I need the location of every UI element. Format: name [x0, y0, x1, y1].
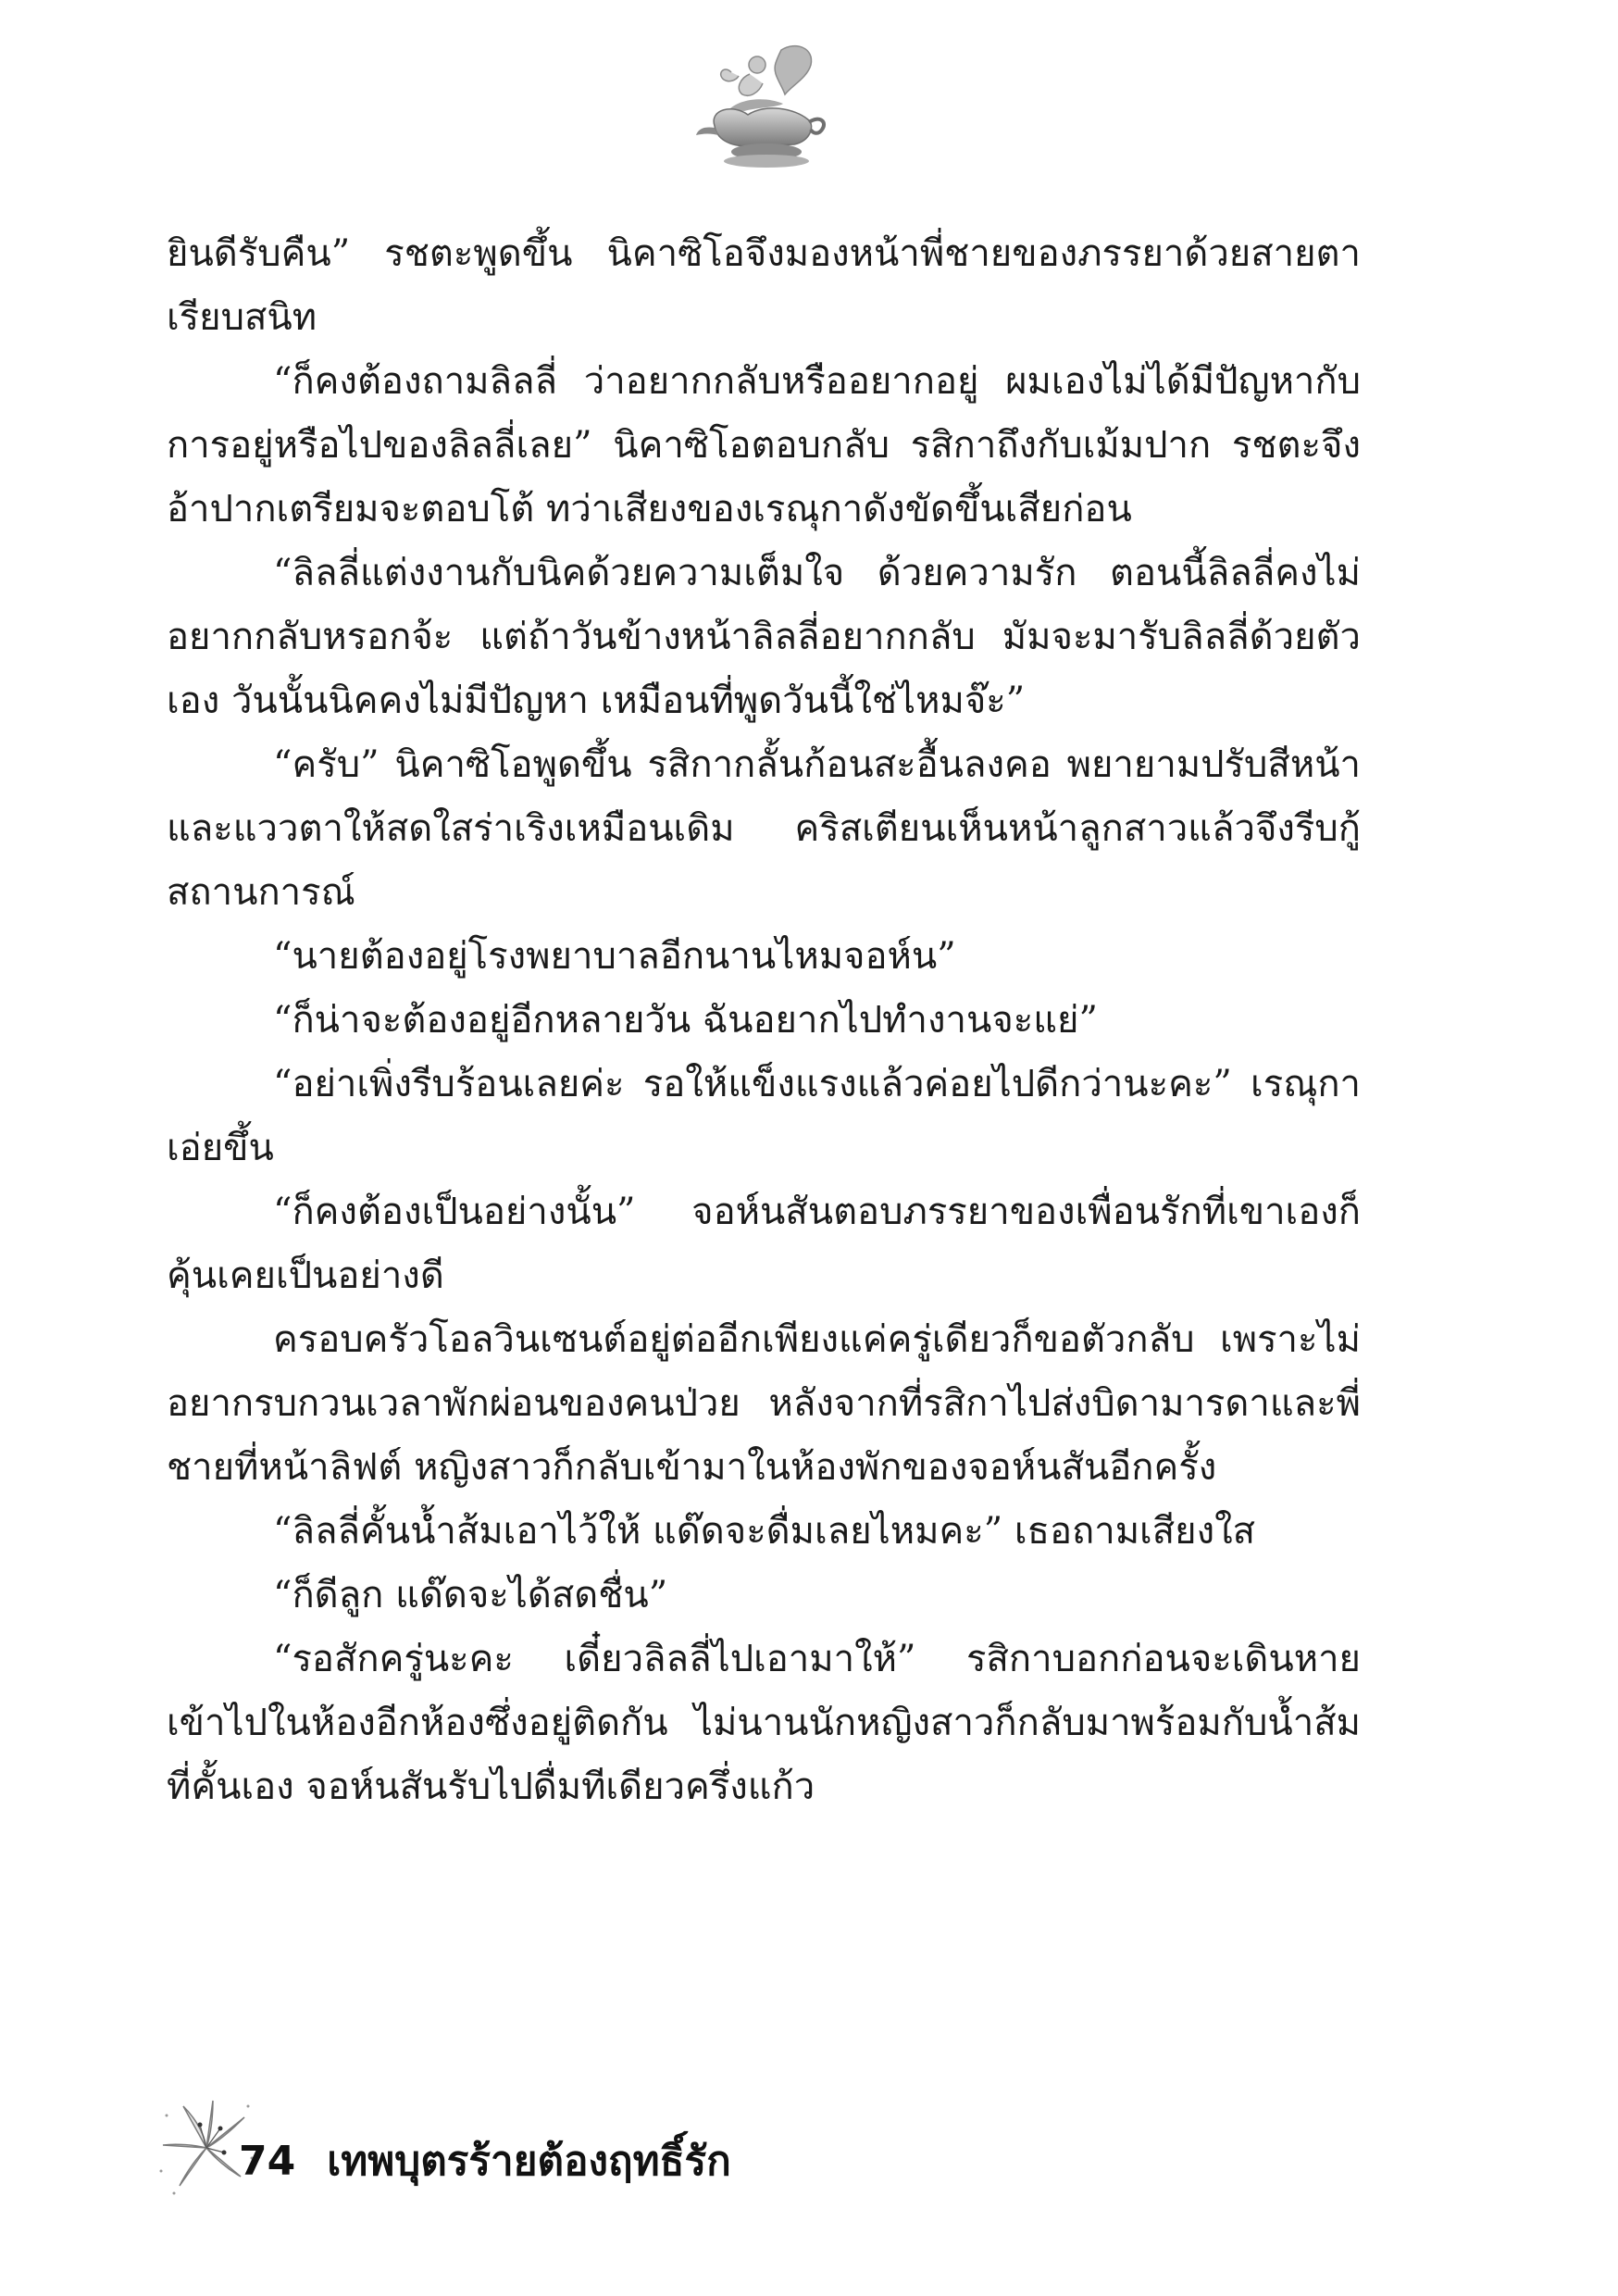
paragraph-8: “ก็คงต้องเป็นอย่างนั้น” จอห์นสันตอบภรรยาของเพื่อนรักที่เขาเองก็คุ้นเคยเป็นอย่างดี	[167, 1191, 1361, 1297]
cupid-lamp-ornament-icon	[692, 37, 831, 176]
paragraph-11: “ก็ดีลูก แด๊ดจะได้สดชื่น”	[273, 1574, 668, 1616]
page-footer	[156, 2097, 1081, 2199]
page-number: 74	[239, 2138, 296, 2185]
book-title: เทพบุตรร้ายต้องฤทธิ์รัก	[327, 2138, 731, 2185]
paragraph-2: “ก็คงต้องถามลิลลี่ ว่าอยากกลับหรืออยากอยู่ ผมเองไม่ได้มีปัญหากับการอยู่หรือไปของลิลลี่เลย” นิคาซิโอตอบกลับ รสิกาถึงกับเม้มปาก รชตะจึงอ้าปากเตรียมจะตอบโต้ ทว่าเสียงของเรณุกาดังขัดขึ้นเสียก่อน	[167, 360, 1361, 530]
paragraph-4: “ครับ” นิคาซิโอพูดขึ้น รสิกากลั้นก้อนสะอื้นลงคอ พยายามปรับสีหน้าและแววตาให้สดใสร่าเริงเหมือนเดิม คริสเตียนเห็นหน้าลูกสาวแล้วจึงรีบกู้สถานการณ์	[167, 743, 1361, 914]
paragraph-12: “รอสักครู่นะคะ เดี๋ยวลิลลี่ไปเอามาให้” รสิกาบอกก่อนจะเดินหายเข้าไปในห้องอีกห้องซึ่งอยู่ติดกัน ไม่นานนักหญิงสาวก็กลับมาพร้อมกับน้ำส้มที่คั้นเอง จอห์นสันรับไปดื่มทีเดียวครึ่งแก้ว	[167, 1638, 1361, 1808]
paragraph-7: “อย่าเพิ่งรีบร้อนเลยค่ะ รอให้แข็งแรงแล้วค่อยไปดีกว่านะคะ” เรณุกาเอ่ยขึ้น	[167, 1063, 1361, 1169]
footer-text	[239, 2128, 731, 2193]
body-text	[167, 222, 1361, 1819]
paragraph-1: ยินดีรับคืน” รชตะพูดขึ้น นิคาซิโอจึงมองหน้าพี่ชายของภรรยาด้วยสายตาเรียบสนิท	[167, 232, 1361, 339]
paragraph-5: “นายต้องอยู่โรงพยาบาลอีกนานไหมจอห์น”	[273, 935, 956, 978]
paragraph-6: “ก็น่าจะต้องอยู่อีกหลายวัน ฉันอยากไปทำงานจะแย่”	[273, 999, 1098, 1042]
paragraph-9: ครอบครัวโอลวินเซนต์อยู่ต่ออีกเพียงแค่ครู่เดียวก็ขอตัวกลับ เพราะไม่อยากรบกวนเวลาพักผ่อนของคนป่วย หลังจากที่รสิกาไปส่งบิดามารดาและพี่ชายที่หน้าลิฟต์ หญิงสาวก็กลับเข้ามาในห้องพักของจอห์นสันอีกครั้ง	[167, 1318, 1361, 1489]
paragraph-10: “ลิลลี่คั้นน้ำส้มเอาไว้ให้ แด๊ดจะดื่มเลยไหมคะ” เธอถามเสียงใส	[273, 1510, 1256, 1553]
paragraph-3: “ลิลลี่แต่งงานกับนิคด้วยความเต็มใจ ด้วยความรัก ตอนนี้ลิลลี่คงไม่อยากกลับหรอกจ้ะ แต่ถ้าวันข้างหน้าลิลลี่อยากกลับ มัมจะมารับลิลลี่ด้วยตัวเอง วันนั้นนิคคงไม่มีปัญหา เหมือนที่พูดวันนี้ใช่ไหมจ๊ะ”	[167, 552, 1361, 722]
